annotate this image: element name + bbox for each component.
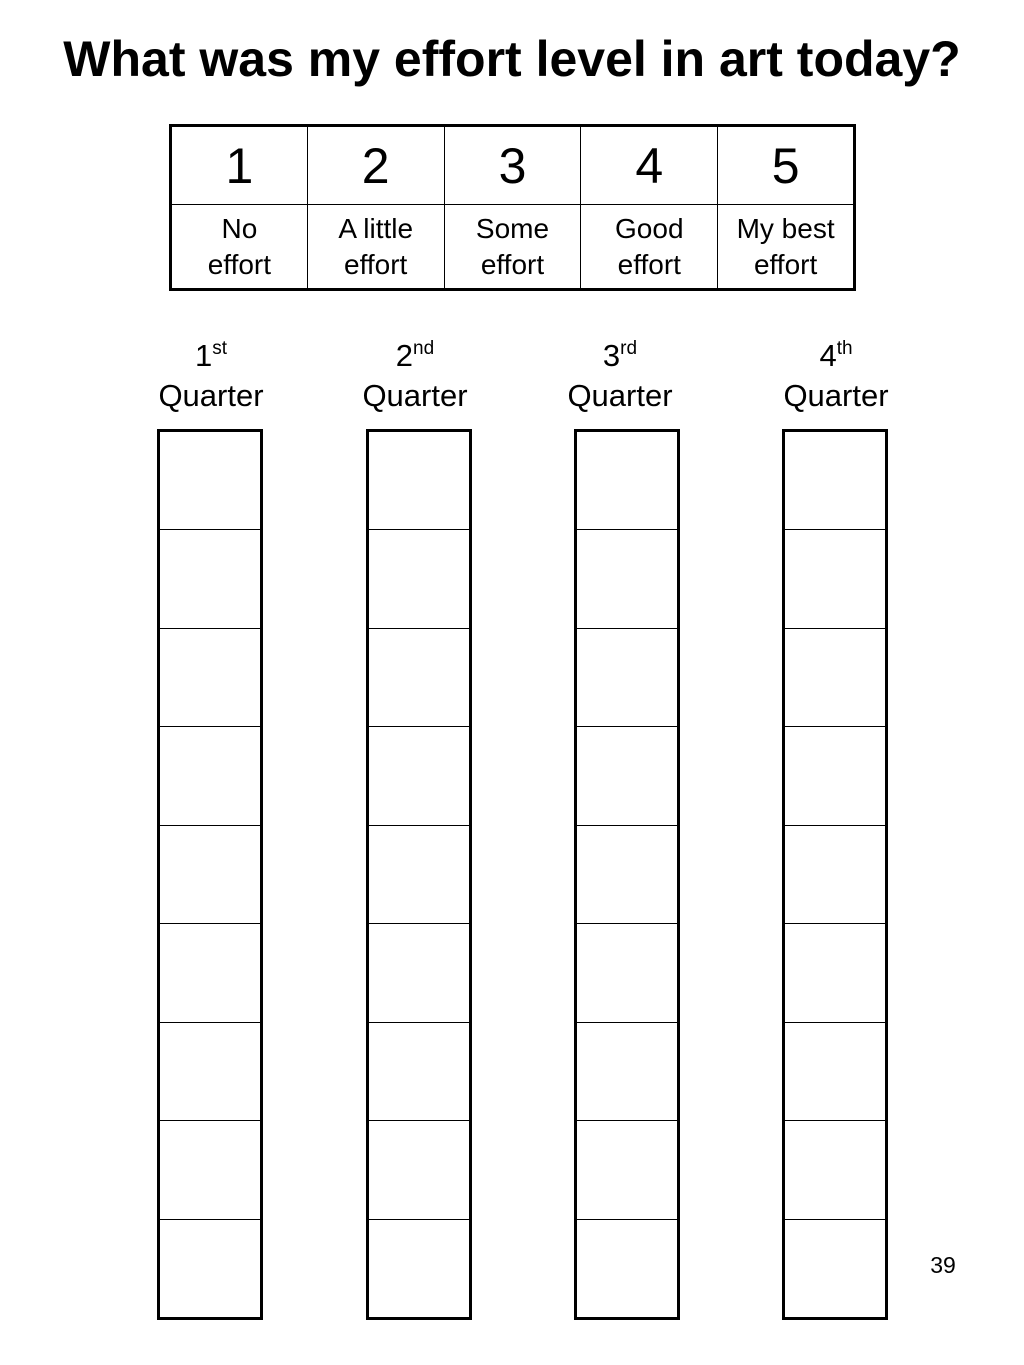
effort-box	[785, 629, 885, 727]
quarter-label-1	[131, 336, 291, 417]
quarter-ordinal	[131, 336, 291, 376]
effort-box	[785, 432, 885, 530]
scale-description-line: effort	[617, 248, 681, 280]
scale-description-line: effort	[753, 248, 818, 280]
effort-box	[369, 432, 469, 530]
scale-description-line: A little	[338, 212, 414, 244]
scale-description-line: Some	[475, 212, 550, 244]
effort-box	[785, 924, 885, 1022]
scale-number: 4	[581, 126, 718, 205]
quarter-text: Quarter	[567, 378, 673, 414]
quarter-text: Quarter	[362, 378, 468, 414]
effort-box	[369, 1023, 469, 1121]
effort-box	[160, 1023, 260, 1121]
quarter-label-4	[756, 336, 916, 417]
effort-box	[785, 727, 885, 825]
effort-box	[160, 629, 260, 727]
effort-box	[577, 924, 677, 1022]
effort-scale-table	[169, 124, 856, 291]
scale-description-row	[171, 205, 855, 290]
quarter-suffix: nd	[413, 338, 435, 359]
effort-box	[577, 826, 677, 924]
scale-description	[718, 205, 855, 290]
effort-box	[160, 530, 260, 628]
effort-box	[785, 530, 885, 628]
scale-description-line: My best	[736, 212, 835, 244]
scale-description	[307, 205, 444, 290]
effort-box	[577, 432, 677, 530]
effort-box	[369, 924, 469, 1022]
quarter-ordinal	[540, 336, 700, 376]
quarter-number: 2	[395, 338, 414, 373]
effort-box	[369, 1121, 469, 1219]
effort-box	[785, 826, 885, 924]
scale-number-row	[171, 126, 855, 205]
quarter-label-3	[540, 336, 700, 417]
scale-description	[581, 205, 718, 290]
quarter-label-2	[335, 336, 495, 417]
quarter-text: Quarter	[158, 378, 264, 414]
quarter-2-boxes	[366, 429, 472, 1320]
scale-description-line: effort	[480, 248, 545, 280]
quarter-text: Quarter	[783, 378, 889, 414]
effort-box	[369, 826, 469, 924]
effort-box	[160, 924, 260, 1022]
scale-number: 1	[171, 126, 308, 205]
effort-box	[577, 530, 677, 628]
quarter-suffix: rd	[620, 338, 638, 359]
scale-description-line: No	[221, 212, 258, 244]
effort-box	[577, 629, 677, 727]
effort-box	[577, 1220, 677, 1317]
effort-box	[785, 1121, 885, 1219]
effort-box	[577, 1121, 677, 1219]
effort-box	[785, 1023, 885, 1121]
quarter-number: 1	[194, 338, 213, 373]
quarter-4-boxes	[782, 429, 888, 1320]
scale-description-line: effort	[344, 248, 408, 280]
quarter-suffix: th	[836, 338, 853, 359]
scale-description-line: effort	[207, 248, 272, 280]
page-title: What was my effort level in art today?	[63, 31, 961, 87]
effort-box	[577, 727, 677, 825]
scale-number: 5	[718, 126, 855, 205]
quarter-ordinal	[756, 336, 916, 376]
effort-box	[160, 1121, 260, 1219]
effort-box	[577, 1023, 677, 1121]
effort-box	[369, 530, 469, 628]
scale-description-line: Good	[615, 212, 684, 244]
effort-box	[785, 1220, 885, 1317]
effort-box	[369, 727, 469, 825]
scale-number: 3	[444, 126, 581, 205]
quarter-1-boxes	[157, 429, 263, 1320]
quarter-ordinal	[335, 336, 495, 376]
quarter-suffix: st	[212, 338, 228, 359]
effort-box	[160, 826, 260, 924]
effort-box	[160, 1220, 260, 1317]
effort-box	[369, 629, 469, 727]
effort-box	[160, 727, 260, 825]
quarter-3-boxes	[574, 429, 680, 1320]
page-number: 39	[930, 1252, 956, 1278]
effort-box	[369, 1220, 469, 1317]
quarter-number: 4	[819, 338, 837, 373]
scale-description	[171, 205, 308, 290]
quarter-number: 3	[602, 338, 621, 373]
scale-number: 2	[307, 126, 444, 205]
effort-box	[160, 432, 260, 530]
scale-description	[444, 205, 581, 290]
